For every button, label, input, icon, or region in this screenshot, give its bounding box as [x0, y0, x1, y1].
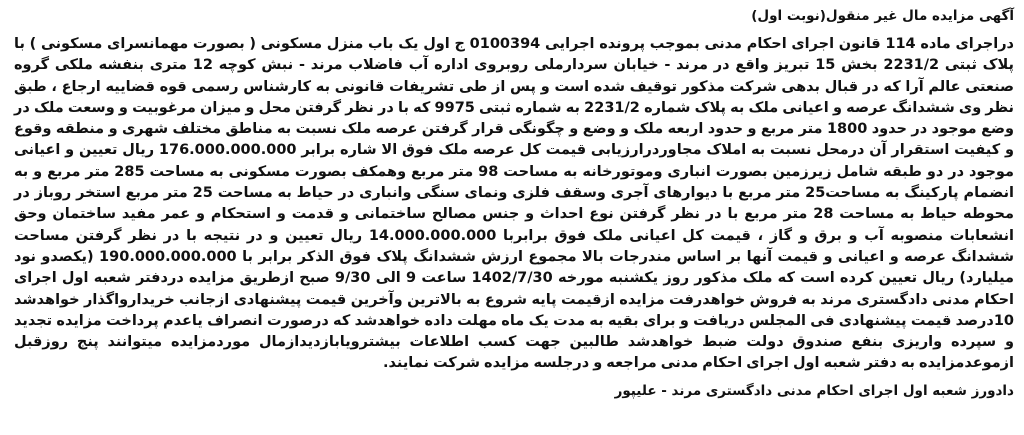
notice-body: دراجرای ماده 114 قانون اجرای احکام مدنی بموجب پرونده اجرایی 0100394 ج اول یک باب منزل مسکونی ( بصورت مهمانسرای مسکونی ) با پلاک ثبتی 2231/2 بخش 15 تبریز واقع در مرند - خیابان سردارملی روبروی اداره آب فاضلاب مرند - نبش کوچه 12 متری بنفشه ملکی گروه صنعتی عالم آرا که در قبال بدهی شرکت مذکور توقیف شده است و پس از طی تشریفات قانونی به کارشناس رسمی قوه قضاییه ارجاع ، طبق نظر وی ششدانگ عرصه و اعیانی ملک به پلاک شماره 2231/2 به شماره ثبتی 9975 که با در نظر گرفتن محل و میزان مرغوبیت و وسعت ملک در وضع موجود در حدود 1800 متر مربع و حدود اربعه ملک و وضع و چگونگی قرار گرفتن عرصه ملک نسبت به مناطق مختلف شهری و منطقه وقوع و کیفیت استقرار آن درمحل نسبت به املاک مجاوردرارزیابی قیمت کل عرصه ملک فوق الا شاره برابر 176.000.000.000 ریال تعیین و اعیانی موجود در دو طبقه شامل زیرزمین بصورت انباری وموتورخانه به مساحت 98 متر مربع وهمکف بصورت مسکونی به مساحت 285 متر مربع و به انضمام پارکینگ به مساحت25 متر مربع با دیوارهای آجری وسقف فلزی ونمای سنگی وانباری در حیاط به مساحت 25 متر مربع استخر روباز در محوطه حیاط به مساحت 28 متر مربع با در نظر گرفتن نوع احداث و جنس مصالح ساختمانی و قدمت و استحکام و عمر مفید ساختمان وحق انشعابات منصوبه آب و برق و گاز ، قیمت کل اعیانی ملک فوق برابربا 14.000.000.000 ریال تعیین و در نتیجه با در نظر گرفتن مساحت ششدانگ عرصه و اعیانی و قیمت آنها بر اساس مندرجات بالا مجموع ارزش ششدانگ پلاک فوق الذکر برابر با 190.000.000.000 (یکصدو نود میلیارد) ریال تعیین کرده است که ملک مذکور روز یکشنبه مورخه 1402/7/30 ساعت 9 الی 9/30 صبح ازطریق مزایده دردفتر شعبه اول اجرای احکام مدنی دادگستری مرند به فروش خواهدرفت مزایده ازقیمت پایه شروع به بالاترین وآخرین قیمت پیشنهادی ازجانب خریدارواگذار خواهدشد 10درصد قیمت پیشنهادی فی المجلس دریافت و برای بقیه به مدت یک ماه مهلت داده خواهدشد که درصورت انصراف یاعدم پرداخت مزایده تجدید و سپرده واریزی بنفع صندوق دولت ضبط خواهدشد طالبین جهت کسب اطلاعات بیشترویابازدیدازمال موردمزایده میتوانند پنج روزقبل ازموعدمزایده به دفتر شعبه اول اجرای احکام مدنی مراجعه و درجلسه مزایده شرکت نمایند. — [14, 36, 1014, 372]
notice-title: آگهی مزایده مال غیر منقول(نوبت اول) — [751, 8, 1014, 24]
notice-signature: دادورز شعبه اول اجرای احکام مدنی دادگستری مرند - علیپور — [614, 382, 1014, 399]
auction-notice — [14, 6, 1014, 431]
